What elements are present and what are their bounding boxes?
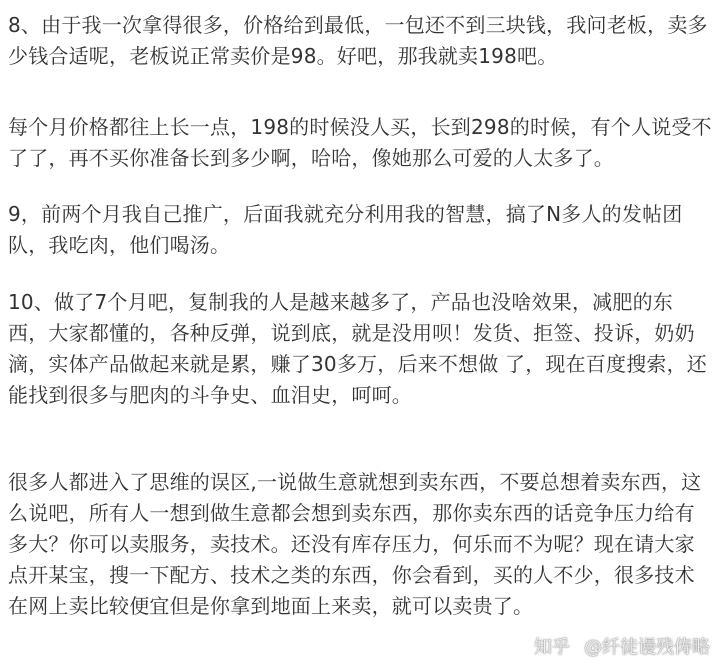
article-paragraph-price: 每个月价格都往上长一点，198的时候没人买，长到298的时候，有个人说受不了了，再不买你准备长到多少啊，哈哈，像她那么可爱的人太多了。 <box>8 115 712 170</box>
watermark-author: @纤徒谩残俦略 <box>584 637 710 658</box>
article-paragraph-9: 9，前两个月我自己推广，后面我就充分利用我的智慧，搞了N多人的发帖团队，我吃肉，他们喝汤。 <box>8 202 683 257</box>
article-paragraph-8: 8、由于我一次拿得很多，价格给到最低，一包还不到三块钱，我问老板，卖多少钱合适呢，老板说正常卖价是98。好吧，那我就卖198吧。 <box>8 13 708 68</box>
watermark-platform: 知乎 <box>534 637 570 658</box>
article-paragraph-conclusion: 很多人都进入了思维的误区,一说做生意就想到卖东西，不要总想着卖东西，这么说吧，所有人一想到做生意都会想到卖东西，那你卖东西的话竞争压力给有多大？你可以卖服务，卖技术。还没有库存压力，何乐而不为呢？现在请大家点开某宝，搜一下配方、技术之类的东西，你会看到，买的人不少，很多技术在网上卖比较便宜但是你拿到地面上来卖，就可以卖贵了。 <box>8 470 702 618</box>
zhihu-watermark <box>534 636 710 660</box>
article-paragraph-10: 10、做了7个月吧，复制我的人是越来越多了，产品也没啥效果，减肥的东西，大家都懂的，各种反弹，说到底，就是没用呗！发货、拒签、投诉，奶奶滴，实体产品做起来就是累，赚了30多万，后来不想做 了，现在百度搜索，还能找到很多与肥肉的斗争史、血泪史，呵呵。 <box>8 290 708 407</box>
